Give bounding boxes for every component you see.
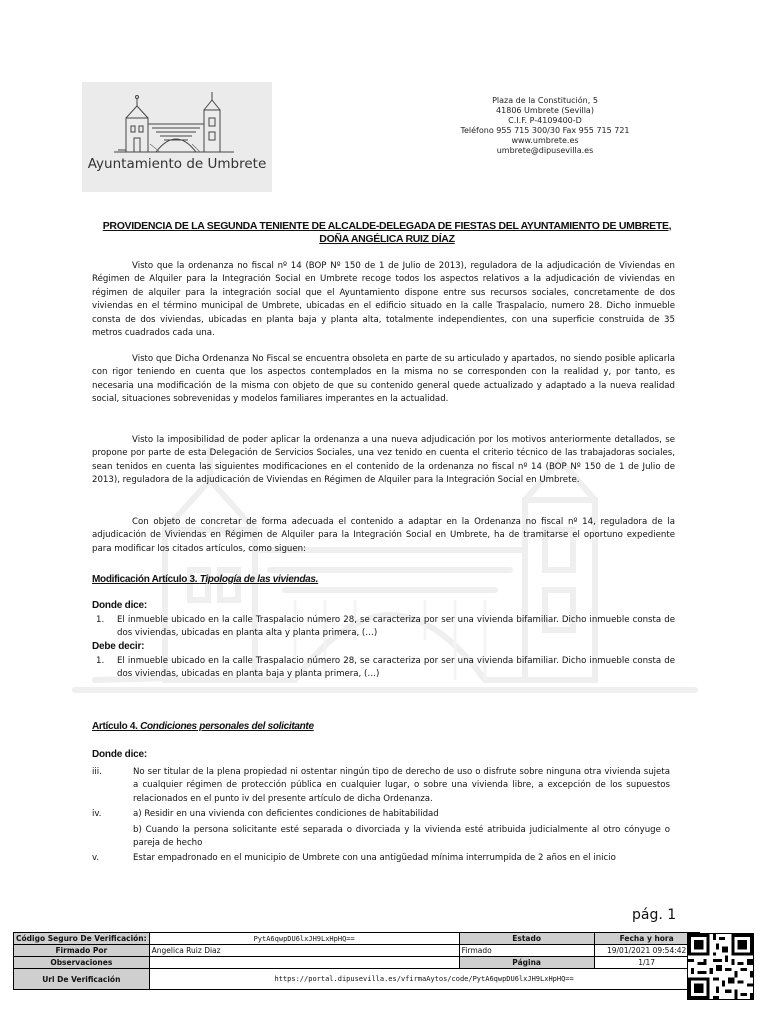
document-title: PROVIDENCIA DE LA SEGUNDA TENIENTE DE ALCALDE-DELEGADA DE FIESTAS DEL AYUNTAMIENTO DE UMBRETE, DOÑA ANGÉLICA RUIZ DÍAZ: [102, 220, 672, 245]
list-text: b) Cuando la persona solicitante esté separada o divorciada y la vivienda esté atribuida judicialmente al otro cónyuge o pareja de hecho: [133, 825, 670, 849]
fecha-value: 19/01/2021 09:54:42: [594, 945, 699, 957]
paragraph-1: [92, 260, 675, 340]
article-4-heading: [92, 721, 314, 732]
list-number: v.: [92, 853, 100, 863]
article-3-heading-label: Modificación Artículo 3.: [92, 574, 200, 585]
paragraph-2: [92, 353, 675, 407]
verification-table: [13, 932, 700, 990]
article-3-debe-item: [92, 655, 675, 683]
list-text: El inmueble ubicado en la calle Traspalacio número 28, se caracteriza por ser una vivienda bifamiliar. Dicho inmueble consta de dos viviendas, ubicadas en planta alta y planta primera, (…): [117, 615, 675, 639]
article-4-heading-label: Artículo 4.: [92, 721, 141, 732]
article-3-debe-decir: Debe decir:: [92, 641, 145, 652]
list-text: No ser titular de la plena propiedad ni ostentar ningún tipo de derecho de uso o disfrute sobre ninguna otra vivienda sujeta a cualquier régimen de protección pública en cualquier lugar, o sobre una vivienda libre, a excepción de los supuestos relacionados en el punto iv del presente artículo de dicha Ordenanza.: [133, 767, 670, 804]
observaciones-value: [149, 957, 459, 969]
list-number: 1.: [96, 656, 105, 666]
page-number: pág. 1: [632, 907, 677, 923]
firmado-value: Angelica Ruiz Diaz: [149, 945, 459, 957]
article-4-item-iv-b: [92, 824, 675, 852]
list-number: iv.: [92, 809, 102, 819]
codigo-value: PytA6qwpDU6lxJH9LxHpHQ==: [149, 933, 459, 945]
qr-code-icon: [687, 933, 754, 1000]
list-number: 1.: [96, 615, 105, 625]
article-4-heading-title: Condiciones personales del solicitante: [140, 721, 314, 732]
paragraph-1-text: Visto que la ordenanza no fiscal nº 14 (BOP Nº 150 de 1 de Julio de 2013), reguladora de la adjudicación de Viviendas en Régimen de Alquiler para la Integración Social en Umbrete recoge todos los aspectos relativos a la adjudicación de viviendas en régimen de alquiler para la integración social que el Ayuntamiento dispone entre sus recursos sociales, concretamente de dos viviendas en el término municipal de Umbrete, ubicadas en el edificio situado en la calle Traspalacio, numero 28. Dicho inmueble consta de dos viviendas, ubicadas en planta baja y planta alta, totalmente independientes, con una superficie construida de 35 metros cuadrados cada una.: [92, 261, 675, 339]
list-text: El inmueble ubicado en la calle Traspalacio número 28, se caracteriza por ser una vivienda bifamiliar. Dicho inmueble consta de dos viviendas, ubicadas en planta baja y planta primera, (…): [117, 656, 675, 680]
pagina-value: 1/17: [594, 957, 699, 969]
paragraph-3: [92, 434, 675, 488]
contact-cif: C.I.F. P-4109400-D: [508, 116, 582, 125]
article-4-item-v: [92, 852, 675, 866]
observaciones-label: Observaciones: [14, 957, 150, 969]
estado-value: Firmado: [459, 945, 594, 957]
town-hall-illustration-icon: [104, 88, 254, 156]
municipal-logo: [82, 82, 272, 192]
paragraph-2-text: Visto que Dicha Ordenanza No Fiscal se encuentra obsoleta en parte de su articulado y apartados, no siendo posible aplicarla con rigor teniendo en cuenta que los aspectos contemplados en la misma no se corresponden con la realidad y, por tanto, es necesaria una modificación de la misma con objeto de que su contenido general quede actualizado y adaptado a la nueva realidad social, situaciones sobrevenidas y modelos familiares imperantes en la actualidad.: [92, 354, 675, 405]
logo-text: Ayuntamiento de Umbrete: [87, 156, 267, 172]
article-3-heading-title: Tipología de las viviendas.: [199, 574, 319, 585]
estado-label: Estado: [459, 933, 594, 945]
list-text: Estar empadronado en el municipio de Umbrete con una antigüedad mínima interrumpida de 2 años en el inicio: [133, 853, 616, 863]
firmado-label: Firmado Por: [14, 945, 150, 957]
article-3-donde-dice: Donde dice:: [92, 600, 148, 611]
contact-email[interactable]: umbrete@dipusevilla.es: [496, 146, 594, 155]
contact-website[interactable]: www.umbrete.es: [511, 136, 579, 145]
article-3-dice-item: [92, 614, 675, 642]
contact-address: Plaza de la Constitución, 5: [492, 96, 598, 105]
article-4-item-iii: [92, 766, 675, 806]
paragraph-4: [92, 516, 675, 556]
url-label: Url De Verificación: [14, 969, 150, 990]
contact-phone: Teléfono 955 715 300/30 Fax 955 715 721: [460, 126, 630, 135]
article-4-donde-dice: Donde dice:: [92, 749, 148, 760]
codigo-label: Código Seguro De Verificación:: [14, 933, 150, 945]
contact-block: [430, 96, 660, 156]
fecha-label: Fecha y hora: [594, 933, 699, 945]
paragraph-4-text: Con objeto de concretar de forma adecuada el contenido a adaptar en la Ordenanza no fiscal nº 14, reguladora de la adjudicación de Viviendas en Régimen de Alquiler para la Integración Social en Umbrete, ha de tramitarse el oportuno expediente para modificar los citados artículos, como siguen:: [92, 517, 675, 554]
list-number: iii.: [92, 767, 102, 777]
list-text: a) Residir en una vivienda con deficientes condiciones de habitabilidad: [133, 809, 439, 819]
paragraph-3-text: Visto la imposibilidad de poder aplicar la ordenanza a una nueva adjudicación por los motivos anteriormente detallados, se propone por parte de esta Delegación de Servicios Sociales, una vez tenido en cuenta el criterio técnico de las trabajadoras sociales, sean tenidos en cuenta las siguientes modificaciones en el contenido de la ordenanza no fiscal nº 14 (BOP Nº 150 de 1 de Julio de 2013), reguladora de la adjudicación de Viviendas en Régimen de Alquiler para la Integración Social en Umbrete.: [92, 435, 675, 486]
pagina-label: Página: [459, 957, 594, 969]
url-value[interactable]: https://portal.dipusevilla.es/vfirmaAytos/code/PytA6qwpDU6lxJH9LxHpHQ==: [149, 969, 699, 990]
contact-city: 41806 Umbrete (Sevilla): [496, 106, 594, 115]
article-3-heading: [92, 574, 318, 585]
article-4-item-iv-a: [92, 808, 675, 822]
